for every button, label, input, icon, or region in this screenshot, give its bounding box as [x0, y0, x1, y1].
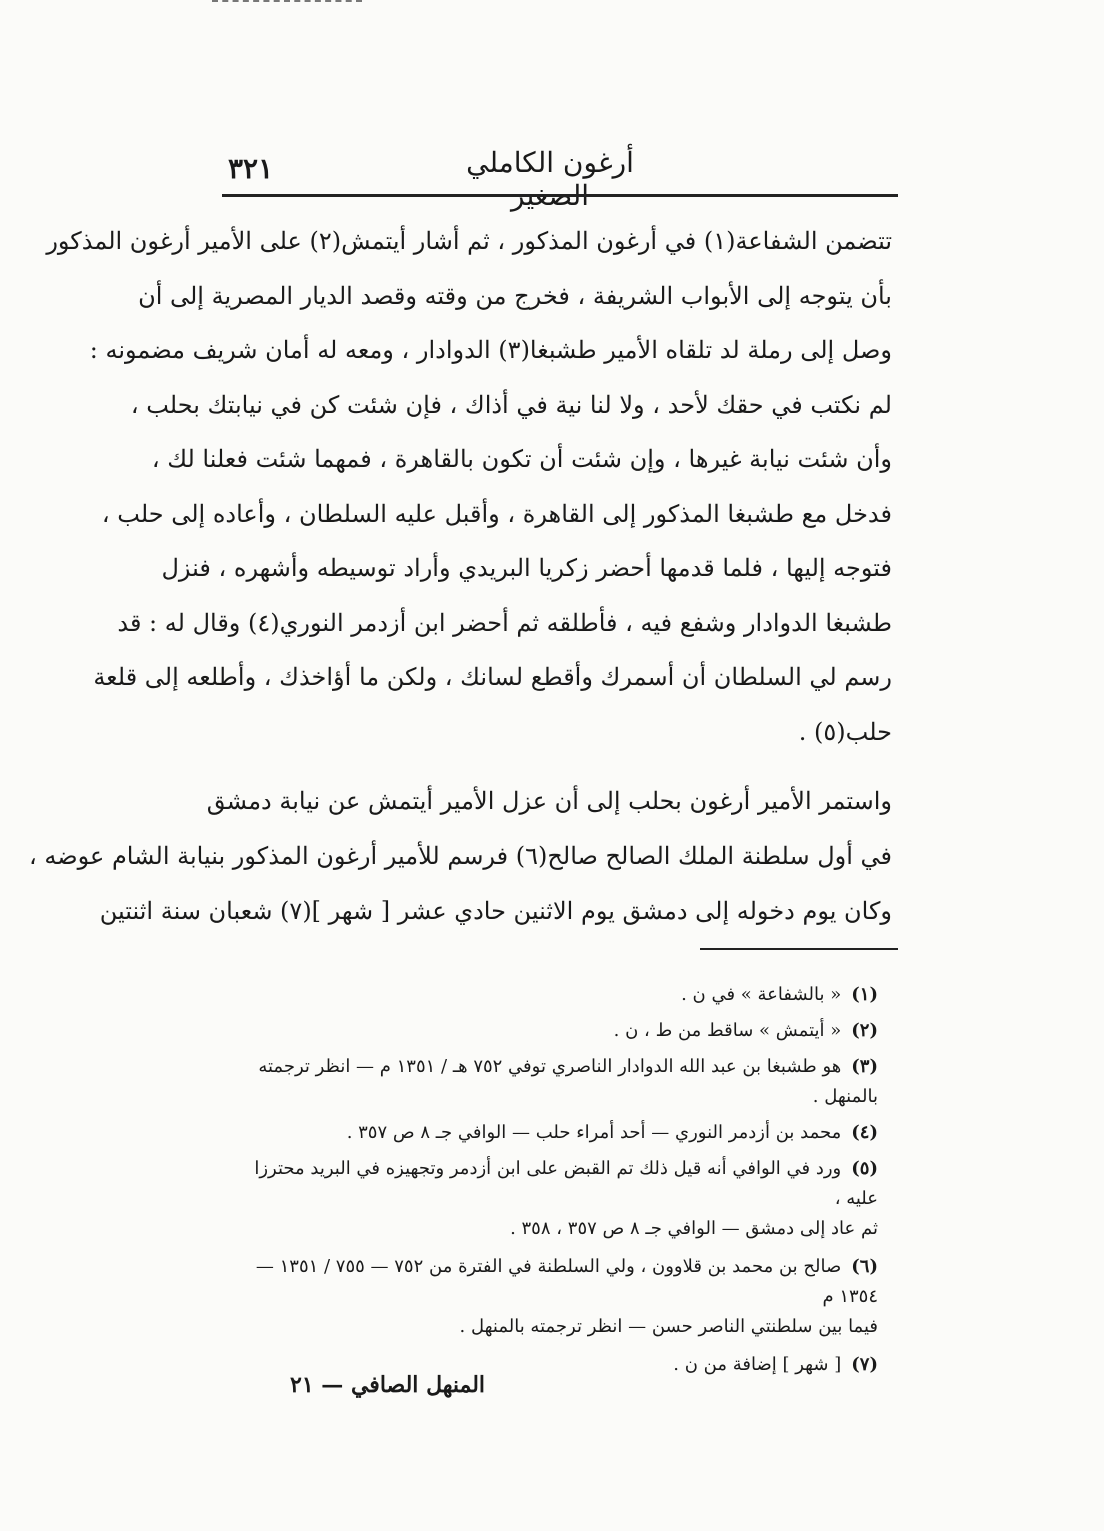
footnote-text: « أيتمش » ساقط من ط ، ن . [613, 1020, 842, 1041]
footnote-rule [700, 948, 898, 950]
text-line: وكان يوم دخوله إلى دمشق يوم الاثنين حادي عشر [ شهر ](٧) شعبان سنة اثنتين [99, 897, 892, 925]
footnote-text: ورد في الوافي أنه قيل ذلك تم القبض على ابن أزدمر وتجهيزه في البريد محترزا عليه ، [254, 1158, 878, 1209]
text-line: وصل إلى رملة لد تلقاه الأمير طشبغا(٣) الدوادار ، ومعه له أمان شريف مضمونه : [89, 336, 892, 364]
footnotes [238, 980, 878, 1386]
page-number: ٣٢١ [228, 152, 274, 185]
text-line: بأن يتوجه إلى الأبواب الشريفة ، فخرج من وقته وقصد الديار المصرية إلى أن [138, 281, 892, 310]
text-line: واستمر الأمير أرغون بحلب إلى أن عزل الأمير أيتمش عن نيابة دمشق [206, 787, 892, 815]
footnote [238, 1016, 878, 1046]
footnote-continuation: ثم عاد إلى دمشق — الوافي جـ ٨ ص ٣٥٧ ، ٣٥٨ . [510, 1218, 878, 1239]
text-line: لم نكتب في حقك لأحد ، ولا لنا نية في أذاك ، فإن شئت كن في نيابتك بحلب ، [130, 390, 892, 419]
running-title: أرغون الكاملي الصغير [466, 146, 634, 212]
footnote [238, 1118, 878, 1148]
footnote-number: (١) [851, 984, 878, 1005]
text-line: فدخل مع طشبغا المذكور إلى القاهرة ، وأقبل عليه السلطان ، وأعاده إلى حلب ، [101, 499, 892, 528]
text-line: وأن شئت نيابة غيرها ، وإن شئت أن تكون بالقاهرة ، فمهما شئت فعلنا لك ، [151, 445, 892, 473]
footnote-continuation: فيما بين سلطنتي الناصر حسن — انظر ترجمته بالمنهل . [459, 1316, 878, 1337]
text-line: طشبغا الدوادار وشفع فيه ، فأطلقه ثم أحضر ابن أزدمر النوري(٤) وقال له : قد [117, 608, 892, 637]
top-dashed-rule [212, 0, 362, 4]
footnote-text: « بالشفاعة » في ن . [681, 984, 842, 1005]
footnote-number: (٢) [851, 1020, 878, 1041]
footnote [238, 980, 878, 1010]
footnote [238, 1154, 878, 1244]
text-line: رسم لي السلطان أن أسمرك وأقطع لسانك ، ولكن ما أؤاخذك ، وأطلعه إلى قلعة [93, 663, 892, 691]
header-rule [222, 194, 898, 197]
footer-signature: المنهل الصافي — ٢١ [290, 1372, 486, 1398]
footnote-number: (٧) [851, 1354, 878, 1375]
footnote-text: محمد بن أزدمر النوري — أحد أمراء حلب — الوافي جـ ٨ ص ٣٥٧ . [346, 1122, 842, 1143]
footnote-text: هو طشبغا بن عبد الله الدوادار الناصري توفي ٧٥٢ هـ / ١٣٥١ م — انظر ترجمته بالمنهل . [258, 1056, 878, 1107]
text-line: حلب(٥) . [798, 717, 892, 746]
footnote-text: صالح بن محمد بن قلاوون ، ولي السلطنة في الفترة من ٧٥٢ — ٧٥٥ / ١٣٥١ — ١٣٥٤ م [255, 1256, 878, 1307]
text-line: تتضمن الشفاعة(١) في أرغون المذكور ، ثم أشار أيتمش(٢) على الأمير أرغون المذكور [46, 227, 892, 255]
footnote-number: (٦) [851, 1256, 878, 1277]
footnote-number: (٥) [851, 1158, 878, 1179]
footnote [238, 1252, 878, 1342]
text-line: في أول سلطنة الملك الصالح صالح(٦) فرسم للأمير أرغون المذكور بنيابة الشام عوضه ، [28, 842, 892, 870]
footnote-number: (٣) [851, 1056, 878, 1077]
text-line: فتوجه إليها ، فلما قدمها أحضر زكريا البريدي وأراد توسيطه وأشهره ، فنزل [161, 554, 892, 582]
second-paragraph [28, 774, 892, 939]
footnote-text: [ شهر ] إضافة من ن . [673, 1354, 842, 1375]
footnote-number: (٤) [851, 1122, 878, 1143]
main-paragraph [46, 214, 892, 759]
footnote [238, 1052, 878, 1112]
